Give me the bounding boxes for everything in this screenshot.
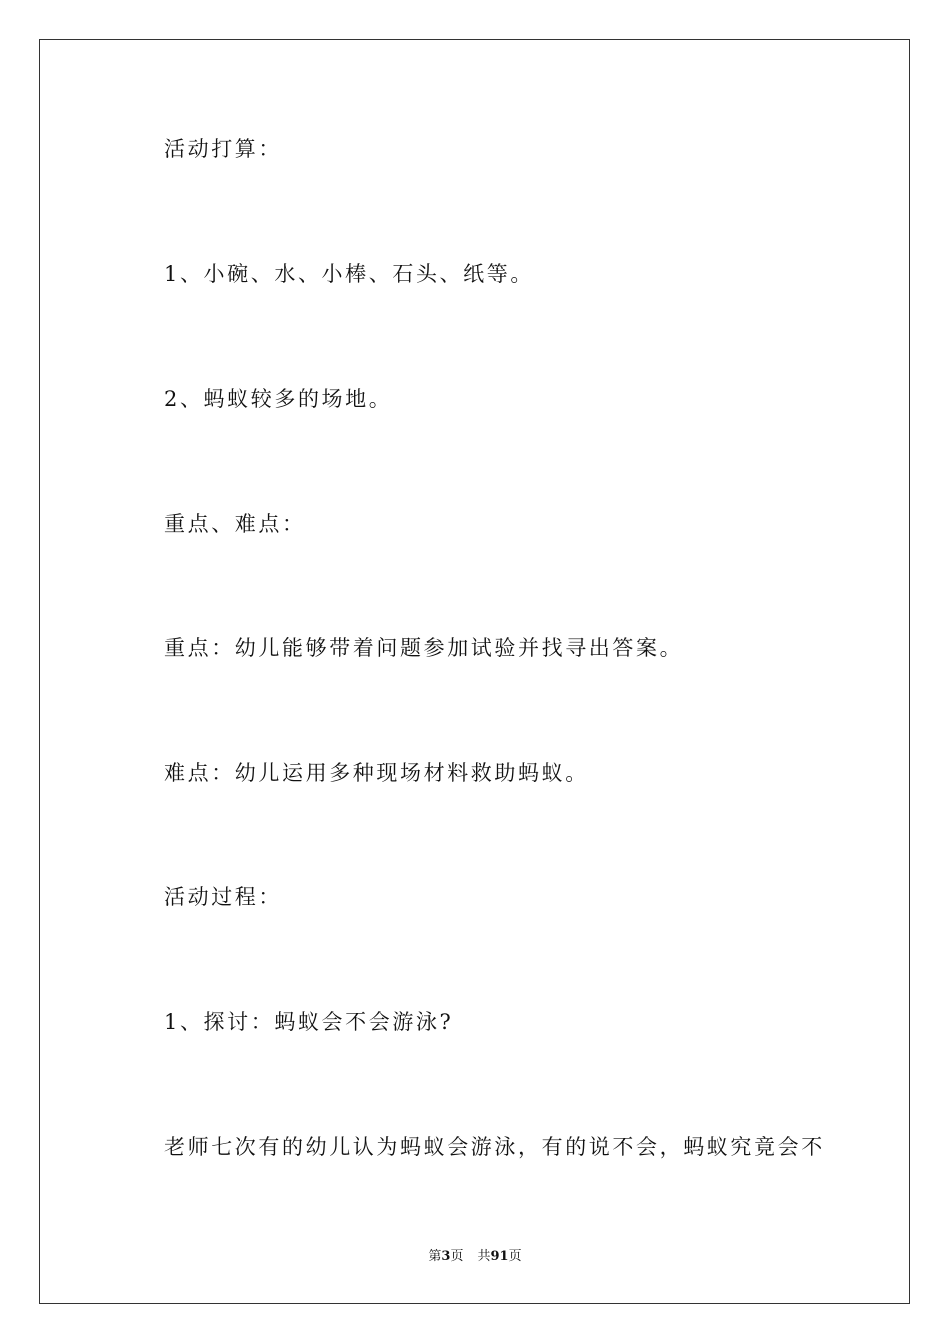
- total-suffix: 页: [508, 1249, 522, 1264]
- paragraph-discussion: 1、探讨：蚂蚁会不会游泳?: [164, 1010, 454, 1034]
- page-footer: [0, 1250, 950, 1263]
- paragraph-key-difficult-points-heading: 重点、难点：: [164, 512, 306, 536]
- paragraph-difficult-point: 难点：幼儿运用多种现场材料救助蚂蚁。: [164, 761, 589, 785]
- page-border: [39, 39, 910, 1304]
- paragraph-key-point: 重点：幼儿能够带着问题参加试验并找寻出答案。: [164, 636, 684, 660]
- paragraph-materials: 1、小碗、水、小棒、石头、纸等。: [164, 262, 534, 286]
- paragraph-activity-preparation: 活动打算：: [164, 137, 282, 161]
- page-prefix: 第: [428, 1249, 442, 1264]
- page-suffix: 页: [450, 1249, 464, 1264]
- total-prefix: 共: [477, 1249, 491, 1264]
- paragraph-activity-process-heading: 活动过程：: [164, 885, 282, 909]
- paragraph-venue: 2、蚂蚁较多的场地。: [164, 387, 393, 411]
- paragraph-teacher-statement: 老师七次有的幼儿认为蚂蚁会游泳，有的说不会，蚂蚁究竟会不: [164, 1135, 825, 1159]
- total-pages: 91: [490, 1249, 509, 1264]
- page-number: 3: [441, 1249, 451, 1264]
